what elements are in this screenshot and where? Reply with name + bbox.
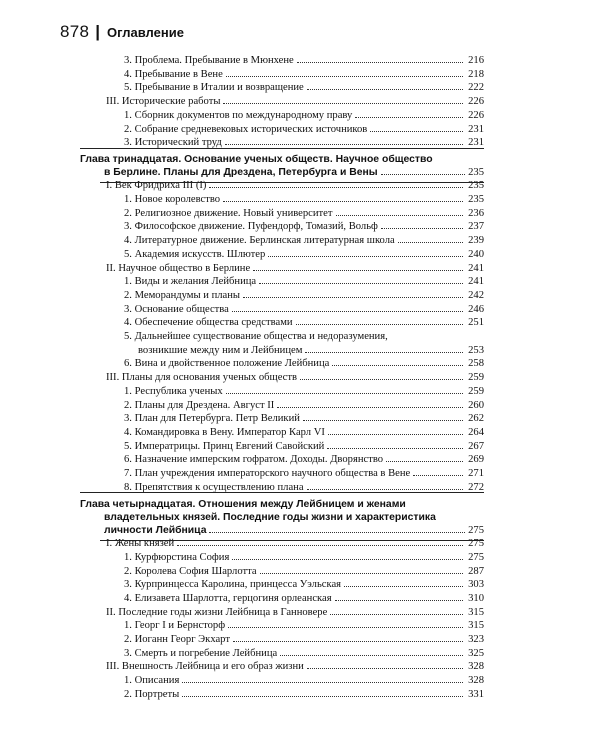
- toc-entry-page: 271: [468, 468, 484, 480]
- chapter-14-top-rule: [80, 492, 484, 493]
- toc-entry-text: 6. Назначение имперским гофратом. Доходы. Дворянство: [124, 454, 384, 466]
- dot-leader: [233, 641, 463, 642]
- toc-entry-text: 4. Литературное движение. Берлинская литературная школа: [124, 235, 395, 247]
- dot-leader: [305, 352, 463, 353]
- toc-entry[interactable]: [100, 357, 484, 371]
- dot-leader: [327, 448, 463, 449]
- toc-entry-page: 259: [468, 385, 484, 397]
- running-header: [60, 22, 184, 42]
- toc-entry-text: 1. Курфюрстина София: [124, 551, 230, 563]
- page-number: 878: [60, 22, 90, 41]
- toc-entry[interactable]: [100, 674, 484, 688]
- toc-entry[interactable]: [100, 440, 484, 454]
- toc-entry-text: II. Научное общество в Берлине: [106, 262, 251, 274]
- toc-entry[interactable]: [100, 207, 484, 221]
- chapter-13-title-line-1: Глава тринадцатая. Основание ученых обществ. Научное общество: [80, 153, 433, 165]
- toc-entry[interactable]: [100, 303, 484, 317]
- toc-entry[interactable]: [100, 412, 484, 426]
- toc-entry[interactable]: [100, 193, 484, 207]
- toc-entry-text: 2. Планы для Дрездена. Август II: [124, 399, 275, 411]
- dot-leader: [344, 586, 463, 587]
- chapter-14-heading[interactable]: [80, 498, 484, 538]
- toc-entry[interactable]: [100, 551, 484, 565]
- toc-entry-page: 253: [468, 344, 484, 356]
- toc-entry-page: 237: [468, 221, 484, 233]
- toc-entry-text: 4. Пребывание в Вене: [124, 68, 223, 80]
- dot-leader: [177, 545, 463, 546]
- chapter-13-heading[interactable]: [80, 153, 484, 179]
- dot-leader: [253, 270, 463, 271]
- toc-entry-text: 1. Описания: [124, 675, 180, 687]
- toc-entry[interactable]: [100, 81, 484, 95]
- dot-leader: [307, 668, 463, 669]
- toc-entry-text: 3. Проблема. Пребывание в Мюнхене: [124, 55, 294, 66]
- toc-entry-page: 216: [468, 55, 484, 66]
- toc-block-4: [100, 537, 484, 701]
- toc-entry[interactable]: [100, 123, 484, 137]
- toc-entry[interactable]: [100, 220, 484, 234]
- toc-entry[interactable]: [100, 371, 484, 385]
- toc-entry-page: 231: [468, 123, 484, 135]
- toc-entry[interactable]: [100, 54, 484, 68]
- toc-entry-text-line-2: возникшие между ним и Лейбницем: [138, 344, 303, 356]
- dot-leader: [209, 187, 463, 188]
- toc-entry-page: 267: [468, 440, 484, 452]
- toc-entry-page: 331: [468, 688, 484, 700]
- toc-entry-text: 6. Вина и двойственное положение Лейбница: [124, 358, 330, 370]
- toc-entry-page: 236: [468, 207, 484, 219]
- dot-leader: [243, 297, 463, 298]
- toc-entry-text: 2. Религиозное движение. Новый университет: [124, 207, 333, 219]
- toc-entry[interactable]: [100, 606, 484, 620]
- dot-leader: [277, 407, 463, 408]
- toc-entry-page: 259: [468, 372, 484, 384]
- toc-entry-text: 2. Меморандумы и планы: [124, 289, 241, 301]
- dot-leader: [381, 174, 465, 175]
- toc-entry-page: 262: [468, 413, 484, 425]
- toc-entry-page: 226: [468, 96, 484, 108]
- toc-entry-page: 315: [468, 606, 484, 618]
- dot-leader: [335, 600, 463, 601]
- table-of-contents: [80, 54, 484, 702]
- toc-entry-page: 239: [468, 235, 484, 247]
- toc-entry[interactable]: [100, 248, 484, 262]
- toc-entry-page: 275: [468, 538, 484, 550]
- toc-entry-page: 272: [468, 481, 484, 493]
- toc-entry[interactable]: [100, 453, 484, 467]
- toc-entry-text: III. Внешность Лейбница и его образ жизни: [106, 661, 304, 673]
- dot-leader: [225, 144, 463, 145]
- dot-leader: [370, 131, 463, 132]
- dot-leader: [328, 434, 463, 435]
- toc-entry[interactable]: [100, 95, 484, 109]
- dot-leader: [332, 365, 463, 366]
- toc-entry-text: 1. Виды и желания Лейбница: [124, 276, 257, 288]
- toc-entry-page: 303: [468, 579, 484, 591]
- dot-leader: [182, 696, 463, 697]
- toc-entry-text: 5. Пребывание в Италии и возвращение: [124, 82, 304, 94]
- toc-entry-text: III. Планы для основания ученых обществ: [106, 372, 298, 384]
- toc-entry-text-line-1: 5. Дальнейшее существование общества и недоразумения,: [124, 331, 388, 343]
- toc-entry-text: III. Исторические работы: [106, 96, 221, 108]
- toc-entry[interactable]: [100, 633, 484, 647]
- chapter-13-title-line-2: в Берлине. Планы для Дрездена, Петербурга и Вены: [104, 167, 378, 179]
- toc-entry-text: 3. Философское движение. Пуфендорф, Томазий, Вольф: [124, 221, 378, 233]
- chapter-14-title-line-1: Глава четырнадцатая. Отношения между Лейбницем и женами: [80, 498, 406, 510]
- dot-leader: [226, 76, 463, 77]
- toc-entry-text: 8. Препятствия к осуществлению плана: [124, 481, 304, 493]
- toc-entry-text: 4. Обеспечение общества средствами: [124, 317, 293, 329]
- toc-entry[interactable]: [100, 316, 484, 330]
- dot-leader: [182, 682, 463, 683]
- chapter-14-title-line-3: личности Лейбница: [104, 524, 207, 536]
- toc-entry-page: 287: [468, 565, 484, 577]
- toc-entry[interactable]: [100, 426, 484, 440]
- toc-entry-page: 264: [468, 426, 484, 438]
- toc-entry[interactable]: [100, 109, 484, 123]
- dot-leader: [259, 283, 463, 284]
- toc-entry-text: I. Век Фридриха III (I): [106, 180, 207, 192]
- toc-entry-page: 218: [468, 68, 484, 80]
- toc-entry-page: 222: [468, 82, 484, 94]
- toc-entry-page: 328: [468, 675, 484, 687]
- toc-entry-page: 260: [468, 399, 484, 411]
- dot-leader: [223, 201, 463, 202]
- dot-leader: [260, 573, 463, 574]
- dot-leader: [386, 461, 463, 462]
- toc-entry-page: 251: [468, 317, 484, 329]
- chapter-13-bottom-rule: [100, 182, 484, 183]
- toc-entry-text: 5. Императрицы. Принц Евгений Савойский: [124, 440, 325, 452]
- dot-leader: [297, 62, 463, 63]
- toc-block-2: [100, 179, 484, 330]
- toc-entry-text: 1. Георг I и Бернсторф: [124, 620, 226, 632]
- toc-entry-text: 2. Собрание средневековых исторических источников: [124, 123, 368, 135]
- toc-entry-page: 226: [468, 109, 484, 121]
- dot-leader: [280, 655, 463, 656]
- toc-entry-text: II. Последние годы жизни Лейбница в Ганновере: [106, 606, 328, 618]
- toc-entry-page: 323: [468, 634, 484, 646]
- dot-leader: [355, 117, 463, 118]
- toc-entry-text: 3. Основание общества: [124, 303, 229, 315]
- toc-entry-page: 242: [468, 289, 484, 301]
- chapter-13-top-rule: [80, 148, 484, 149]
- dot-leader: [413, 475, 463, 476]
- toc-entry-text: 3. План для Петербурга. Петр Великий: [124, 413, 300, 425]
- toc-entry-page: 241: [468, 262, 484, 274]
- toc-entry[interactable]: [100, 619, 484, 633]
- toc-entry-page: 235: [468, 180, 484, 192]
- toc-entry-text: 3. Исторический труд: [124, 137, 222, 149]
- chapter-13-page: 235: [468, 167, 484, 179]
- dot-leader: [307, 489, 463, 490]
- toc-entry-text: 1. Республика ученых: [124, 385, 223, 397]
- toc-entry-page: 235: [468, 194, 484, 206]
- dot-leader: [228, 627, 463, 628]
- toc-entry[interactable]: [100, 289, 484, 303]
- toc-entry[interactable]: [100, 578, 484, 592]
- toc-block-1: [100, 54, 484, 150]
- dot-leader: [232, 559, 463, 560]
- toc-entry-page: 315: [468, 620, 484, 632]
- chapter-14-title-line-2: владетельных князей. Последние годы жизни и характеристика: [104, 511, 436, 523]
- toc-entry[interactable]: [100, 399, 484, 413]
- dot-leader: [303, 420, 463, 421]
- toc-entry-page: 275: [468, 551, 484, 563]
- dot-leader: [307, 89, 463, 90]
- toc-entry-page: 258: [468, 358, 484, 370]
- toc-entry-multiline[interactable]: [100, 330, 484, 357]
- toc-entry-page: 269: [468, 454, 484, 466]
- toc-entry[interactable]: [100, 688, 484, 702]
- toc-entry-text: 2. Портреты: [124, 688, 180, 700]
- toc-entry[interactable]: [100, 385, 484, 399]
- toc-entry-page: 241: [468, 276, 484, 288]
- dot-leader: [381, 228, 463, 229]
- toc-entry[interactable]: [100, 467, 484, 481]
- dot-leader: [223, 103, 463, 104]
- toc-entry-page: 310: [468, 592, 484, 604]
- toc-entry[interactable]: [100, 68, 484, 82]
- toc-entry-text: 3. Курпринцесса Каролина, принцесса Уэльская: [124, 579, 342, 591]
- toc-entry[interactable]: [100, 234, 484, 248]
- chapter-14-bottom-rule: [100, 540, 484, 541]
- dot-leader: [296, 324, 463, 325]
- dot-leader: [330, 614, 463, 615]
- dot-leader: [300, 379, 463, 380]
- dot-leader: [398, 242, 463, 243]
- toc-entry-text: 1. Новое королевство: [124, 194, 221, 206]
- toc-entry-text: 3. Смерть и погребение Лейбница: [124, 647, 278, 659]
- dot-leader: [232, 311, 463, 312]
- toc-entry-text: 4. Командировка в Вену. Император Карл VI: [124, 426, 325, 438]
- toc-entry-page: 325: [468, 647, 484, 659]
- header-title: Оглавление: [107, 25, 184, 40]
- toc-entry-text: 4. Елизавета Шарлотта, герцогиня орлеанская: [124, 592, 332, 604]
- toc-entry[interactable]: [100, 565, 484, 579]
- toc-entry-page: 231: [468, 137, 484, 149]
- toc-entry[interactable]: [100, 262, 484, 276]
- toc-entry-text: 5. Академия искусств. Шлютер: [124, 248, 266, 260]
- toc-entry-page: 246: [468, 303, 484, 315]
- chapter-14-page: 275: [468, 524, 484, 536]
- toc-block-3: [100, 357, 484, 494]
- dot-leader: [226, 393, 463, 394]
- toc-entry-text: 1. Сборник документов по международному праву: [124, 109, 353, 121]
- toc-entry[interactable]: [100, 592, 484, 606]
- toc-entry[interactable]: [100, 647, 484, 661]
- toc-entry-text: 2. Иоганн Георг Экхарт: [124, 634, 230, 646]
- toc-entry-text: 7. План учреждения императорского научного общества в Вене: [124, 468, 411, 480]
- dot-leader: [209, 532, 465, 533]
- toc-entry-page: 240: [468, 248, 484, 260]
- toc-entry-page: 328: [468, 661, 484, 673]
- toc-entry[interactable]: [100, 275, 484, 289]
- toc-entry-text: I. Жены князей: [106, 538, 175, 550]
- dot-leader: [336, 215, 463, 216]
- toc-entry[interactable]: [100, 660, 484, 674]
- toc-entry-text: 2. Королева София Шарлотта: [124, 565, 257, 577]
- dot-leader: [268, 256, 463, 257]
- header-separator: |: [95, 22, 101, 41]
